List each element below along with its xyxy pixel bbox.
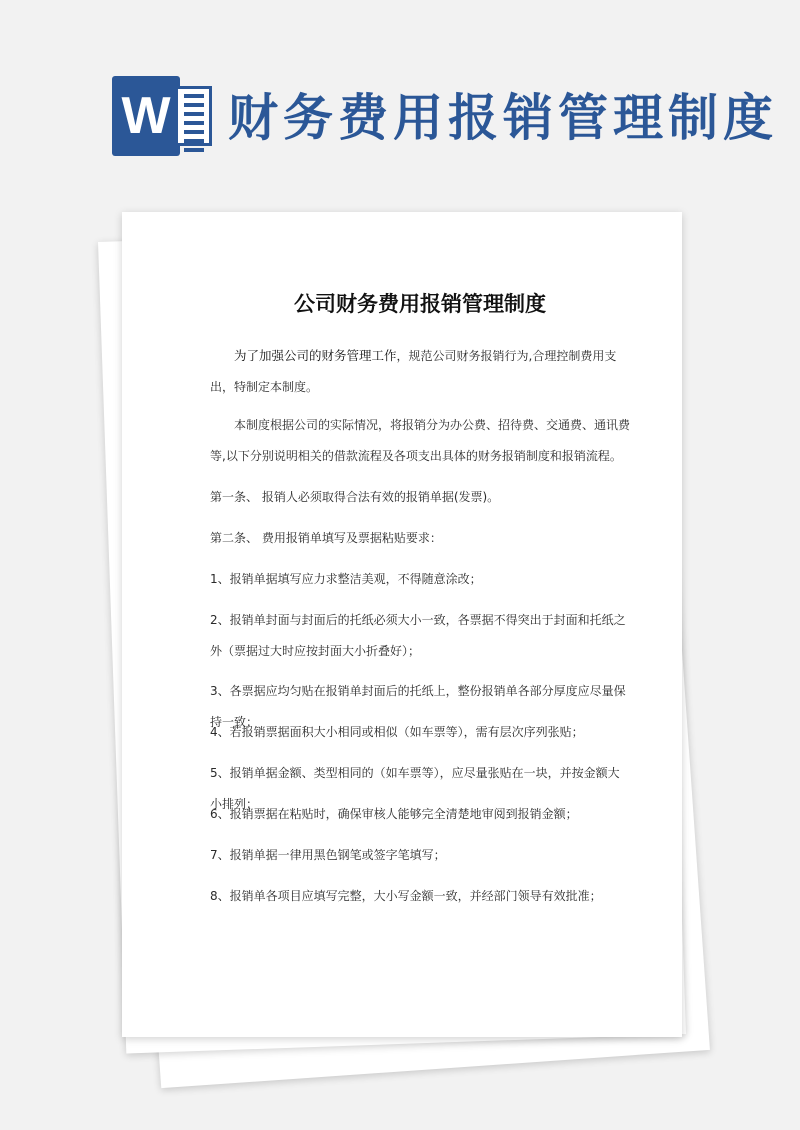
intro-paragraph — [210, 340, 630, 403]
scope-paragraph: 本制度根据公司的实际情况，将报销分为办公费、招待费、交通费、通讯费等,以下分别说明相关的借款流程及各项支出具体的财务报销制度和报销流程。 — [210, 418, 631, 463]
article-2: 第二条、 费用报销单填写及票据粘贴要求： — [210, 531, 442, 545]
intro-rest-text: ，规范公司财务报销行为,合理控制费用支出，特制定本制度。 — [210, 349, 617, 394]
list-item-3: 3、各票据应均匀贴在报销单封面后的托纸上，整份报销单各部分厚度应尽量保持一致； — [210, 684, 626, 729]
list-item-6: 6、报销票据在粘贴时，确保审核人能够完全清楚地审阅到报销金额； — [210, 807, 578, 821]
word-logo-lines — [178, 86, 212, 146]
list-item-2: 2、报销单封面与封面后的托纸必须大小一致，各票据不得突出于封面和托纸之外（票据过大时应按封面大小折叠好）； — [210, 613, 626, 658]
intro-lead-text: 为了加强公司的财务管理工作 — [234, 348, 397, 363]
list-item-8: 8、报销单各项目应填写完整，大小写金额一致，并经部门领导有效批准； — [210, 889, 602, 903]
list-item-7: 7、报销单据一律用黑色钢笔或签字笔填写； — [210, 848, 446, 862]
list-item-1: 1、报销单据填写应力求整洁美观，不得随意涂改； — [210, 572, 482, 586]
list-item-4: 4、若报销票据面积大小相同或相似（如车票等），需有层次序列张贴； — [210, 725, 584, 739]
word-document-icon — [112, 76, 212, 156]
list-item-5: 5、报销单据金额、类型相同的（如车票等），应尽量张贴在一块，并按金额大小排列； — [210, 766, 620, 811]
word-logo-letter: W — [112, 76, 180, 156]
document-title: 公司财务费用报销管理制度 — [294, 292, 546, 316]
article-1: 第一条、 报销人必须取得合法有效的报销单据(发票)。 — [210, 490, 500, 504]
header-title: 财务费用报销管理制度 — [228, 89, 778, 147]
